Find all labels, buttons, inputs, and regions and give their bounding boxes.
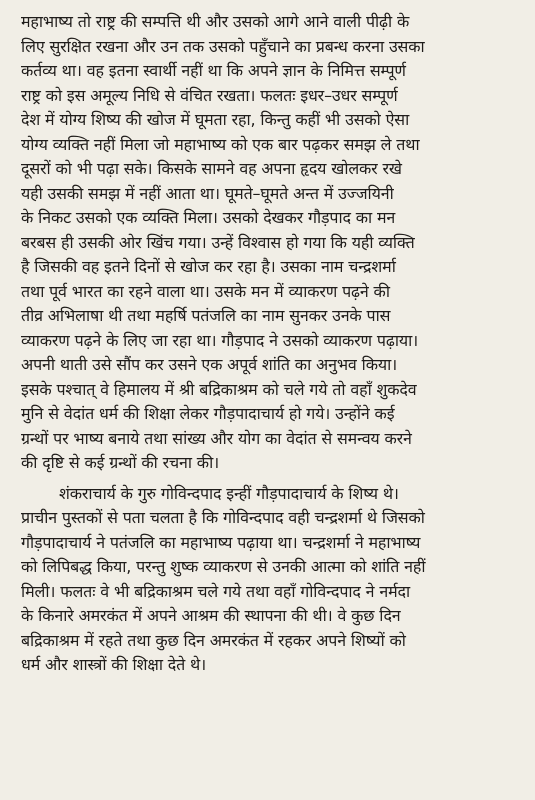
text-line: शंकराचार्य के गुरु गोविन्दपाद इन्हीं गौड़पादाचार्य के शिष्य थे। xyxy=(59,483,399,503)
text-line: धर्म और शास्त्रों की शिक्षा देते थे। xyxy=(21,655,207,674)
paragraph-1 xyxy=(21,10,521,476)
text-line: देश में योग्य शिष्य की खोज में घूमता रहा, किन्तु कहीं भी उसको ऐसा xyxy=(21,110,410,129)
text-line: को लिपिबद्ध किया, परन्तु शुष्क व्याकरण से उनकी आत्मा को शांति नहीं xyxy=(21,557,426,576)
text-line: कर्तव्य था। वह इतना स्वार्थी नहीं था कि अपने ज्ञान के निमित्त सम्पूर्ण xyxy=(21,61,406,80)
text-line: मिली। फलतः वे भी बद्रिकाश्रम चले गये तथा वहाँ गोविन्दपाद ने नर्मदा xyxy=(21,581,410,601)
text-line: गौड़पादाचार्य ने पतंजलि का महाभाष्य पढ़ाया था। चन्द्रशर्मा ने महाभाष्य xyxy=(21,532,421,552)
text-line: व्याकरण पढ़ने के लिए जा रहा था। गौड़पाद ने उसको व्याकरण पढ़ाया। xyxy=(21,330,419,350)
text-line: बरबस ही उसकी ओर खिंच गया। उन्हें विश्वास हो गया कि यही व्यक्ति xyxy=(21,232,415,252)
text-line: राष्ट्र को इस अमूल्य निधि से वंचित रखता। फलतः इधर–उधर सम्पूर्ण xyxy=(21,85,398,105)
paragraph-2 xyxy=(21,482,521,678)
text-line: के किनारे अमरकंत में अपने आश्रम की स्थापना की थी। वे कुछ दिन xyxy=(21,606,401,625)
text-line: यही उसकी समझ में नहीं आता था। घूमते–घूमते अन्त में उज्जयिनी xyxy=(21,183,394,203)
text-line: के निकट उसको एक व्यक्ति मिला। उसको देखकर गौड़पाद का मन xyxy=(21,208,396,227)
text-line: है जिसकी वह इतने दिनों से खोज कर रहा है। उसका नाम चन्द्रशर्मा xyxy=(21,257,396,276)
text-line: तथा पूर्व भारत का रहने वाला था। उसके मन में व्याकरण पढ़ने की xyxy=(21,281,390,301)
text-line: लिए सुरक्षित रखना और उन तक उसको पहुँचाने का प्रबन्ध करना उसका xyxy=(21,36,425,56)
text-line: अपनी थाती उसे सौंप कर उसने एक अपूर्व शांति का अनुभव किया। xyxy=(21,355,398,374)
text-line: महाभाष्य तो राष्ट्र की सम्पत्ति थी और उसको आगे आने वाली पीढ़ी के xyxy=(21,12,410,31)
text-line: ग्रन्थों पर भाष्य बनाये तथा सांख्य और योग का वेदांत से समन्वय करने xyxy=(21,428,412,448)
text-line: प्राचीन पुस्तकों से पता चलता है कि गोविन्दपाद वही चन्द्रशर्मा थे जिसको xyxy=(21,508,425,527)
text-line: इसके पश्चात् वे हिमालय में श्री बद्रिकाश्रम को चले गये तो वहाँ शुकदेव xyxy=(21,379,417,399)
text-line: तीव्र अभिलाषा थी तथा महर्षि पतंजलि का नाम सुनकर उनके पास xyxy=(21,306,391,325)
text-line: मुनि से वेदांत धर्म की शिक्षा लेकर गौड़पादाचार्य हो गये। उन्होंने कई xyxy=(21,404,395,423)
text-line: की दृष्टि से कई ग्रन्थों की रचना की। xyxy=(21,453,219,472)
text-line: योग्य व्यक्ति नहीं मिला जो महाभाष्य को एक बार पढ़कर समझ ले तथा xyxy=(21,134,420,154)
text-line: बद्रिकाश्रम में रहते तथा कुछ दिन अमरकंत में रहकर अपने शिष्यों को xyxy=(21,630,406,650)
text-line: दूसरों को भी पढ़ा सके। किसके सामने वह अपना हृदय खोलकर रखे xyxy=(21,159,402,178)
